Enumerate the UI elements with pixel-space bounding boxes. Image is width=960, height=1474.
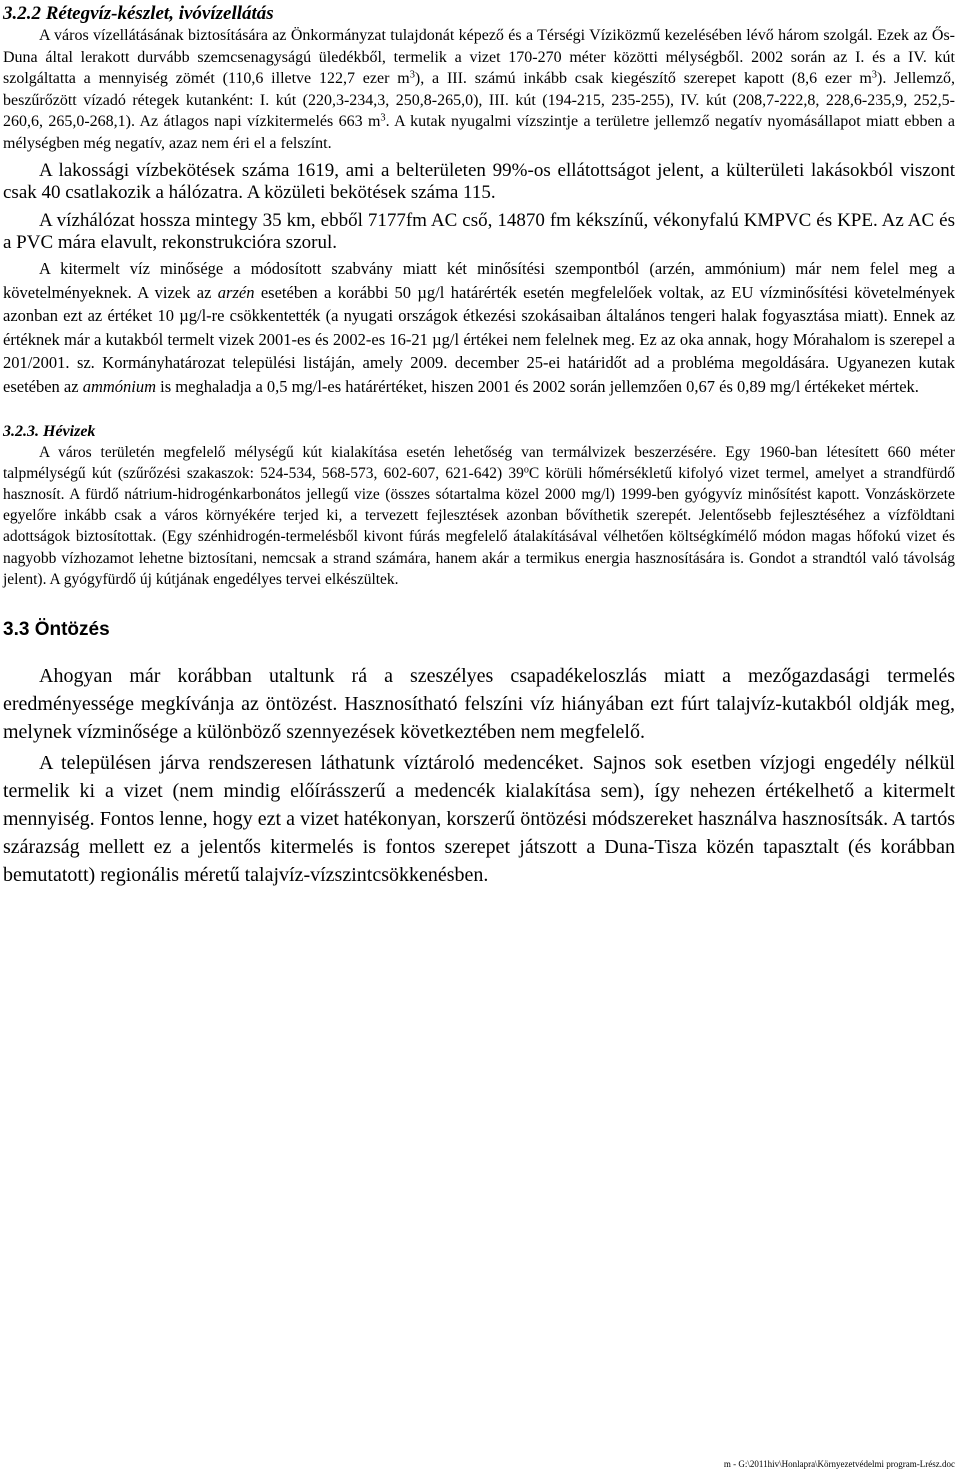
- section-heading-33: 3.3 Öntözés: [3, 618, 110, 640]
- paragraph-irrigation-1: Ahogyan már korábban utaltunk rá a szeszélyes csapadékeloszlás miatt a mezőgazdasági termelés eredményessége megkívánja az öntözést. Hasznosítható felszíni víz hiányában ezt fúrt talajvíz-kutakból oldják meg, melynek vízminősége a különböző szennyezések következtében nem megfelelő.: [3, 664, 955, 744]
- paragraph-irrigation-2: A településen járva rendszeresen láthatunk víztároló medencéket. Sajnos sok esetben vízjogi engedély nélkül termelik ki a vizet (nem mindig előírásszerű a medencék kialakítása sem), így nehezen értékelhető a kitermelt mennyiség. Fontos lenne, hogy ezt a vizet hatékonyan, korszerű öntözési módszereket használva hasznosítsák. A tartós szárazság mellett ez a jelentős kitermelés is fontos szerepet játszott a Duna-Tisza közén tapasztalt (és korábban bemutatott) regionális méretű talajvíz-vízszintcsökkenésben.: [3, 751, 955, 887]
- paragraph-connections: A lakossági vízbekötések száma 1619, ami a belterületen 99%-os ellátottságot jelent, a külterületi lakásokból viszont csak 40 csatlakozik a hálózatra. A közületi bekötések száma 115.: [3, 160, 955, 203]
- section-heading-323: 3.2.3. Hévizek: [3, 422, 96, 440]
- footer-file-path: m - G:\2011hiv\Honlapra\Környezetvédelmi program-Lrész.doc: [723, 1459, 955, 1469]
- document-page: [3, 0, 955, 890]
- section-heading-322: 3.2.2 Rétegvíz-készlet, ivóvízellátás: [3, 3, 274, 24]
- paragraph-network: A vízhálózat hossza mintegy 35 km, ebből 7177fm AC cső, 14870 fm kékszínű, vékonyfalú KMPVC és KPE. Az AC és a PVC mára elavult, rekonstrukcióra szorul.: [3, 210, 955, 253]
- paragraph-thermal-water: A város területén megfelelő mélységű kút kialakítása esetén lehetőség van termálvizek beszerzésére. Egy 1960-ban létesített 660 méter talpmélységű kút (szűrőzési szakaszok: 524-534, 568-573, 602-607, 621-642) 39$^o$C körüli hőmérsékletű kifolyó vizet termel, amelyet a strandfürdő hasznosít. A fürdő nátrium-hidrogénkarbonátos jellegű vize (összes sótartalma közel 2000 mg/l) 1999-ben gyógyvíz minősítést kapott. Vonzáskörzete egyelőre inkább csak a város környékére terjed ki, a tervezett fejlesztések azonban bővíthetik szerepét. Jelentősebb fejlesztéséhez a vízföldtani adottságok biztosítottak. (Egy szénhidrogén-termelésből kivont fúrás megfelelő átalakításával vélhetően költségkímélő módon magas hőfokú vizet és nagyobb vízhozamot lehetne biztosítani, nemcsak a strand számára, hanem akár a termikus energia hasznosítására is. Gondot a strandtól való távolság jelent). A gyógyfürdő új kútjának engedélyes tervei elkészültek.: [3, 443, 955, 588]
- paragraph-water-quality: A kitermelt víz minősége a módosított szabvány miatt két minősítési szempontból (arzén, ammónium) már nem felel meg a követelményeknek. A vizek az arzén esetében a korábbi 50 µg/l határérték esetén megfelelőek voltak, az EU vízminősítési követelmények azonban ezt az értéket 10 µg/l-re csökkentették (a nyugati országok étkezési szokásaiban általános tengeri halak fogyasztása miatt). Ennek az értéknek már a kutakból termelt vizek 2001-es és 2002-es 16-21 µg/l értékei nem felelnek meg. Ez az oka annak, hogy Mórahalom is szerepel a 201/2001. sz. Kormányhatározat települési listáján, amely 2009. december 25-ei határidőt ad a probléma megoldására. Ugyanezen kutak esetében az ammónium is meghaladja a 0,5 mg/l-es határértéket, hiszen 2001 és 2002 során jellemzően 0,67 és 0,89 mg/l értékeket mértek.: [3, 259, 955, 396]
- paragraph-wells: A város vízellátásának biztosítására az Önkormányzat tulajdonát képező és a Térségi Víziközmű kezelésében lévő három szolgál. Ezek az Ős-Duna által lerakott durvább szemcsenagyságú üledékből, termelik a vizet 170-270 méter közötti mélységből. 2002 során az I. és a IV. kút szolgáltatta a mennyiség zömét (110,6 illetve 122,7 ezer $m^3$), a III. számú inkább csak kiegészítő szerepet kapott (8,6 ezer $m^3$). Jellemző, beszűrőzött vízadó rétegek kutanként: I. kút (220,3-234,3, 250,8-265,0), III. kút (194-215, 235-255), IV. kút (208,7-222,8, 228,6-235,9, 252,5-260,6, 265,0-268,1). Az átlagos napi vízkitermelés 663 $m^3$. A kutak nyugalmi vízszintje a területre jellemző negatív nyomásállapot miatt ebben a mélységben még negatív, azaz nem éri el a felszínt.: [3, 27, 956, 152]
